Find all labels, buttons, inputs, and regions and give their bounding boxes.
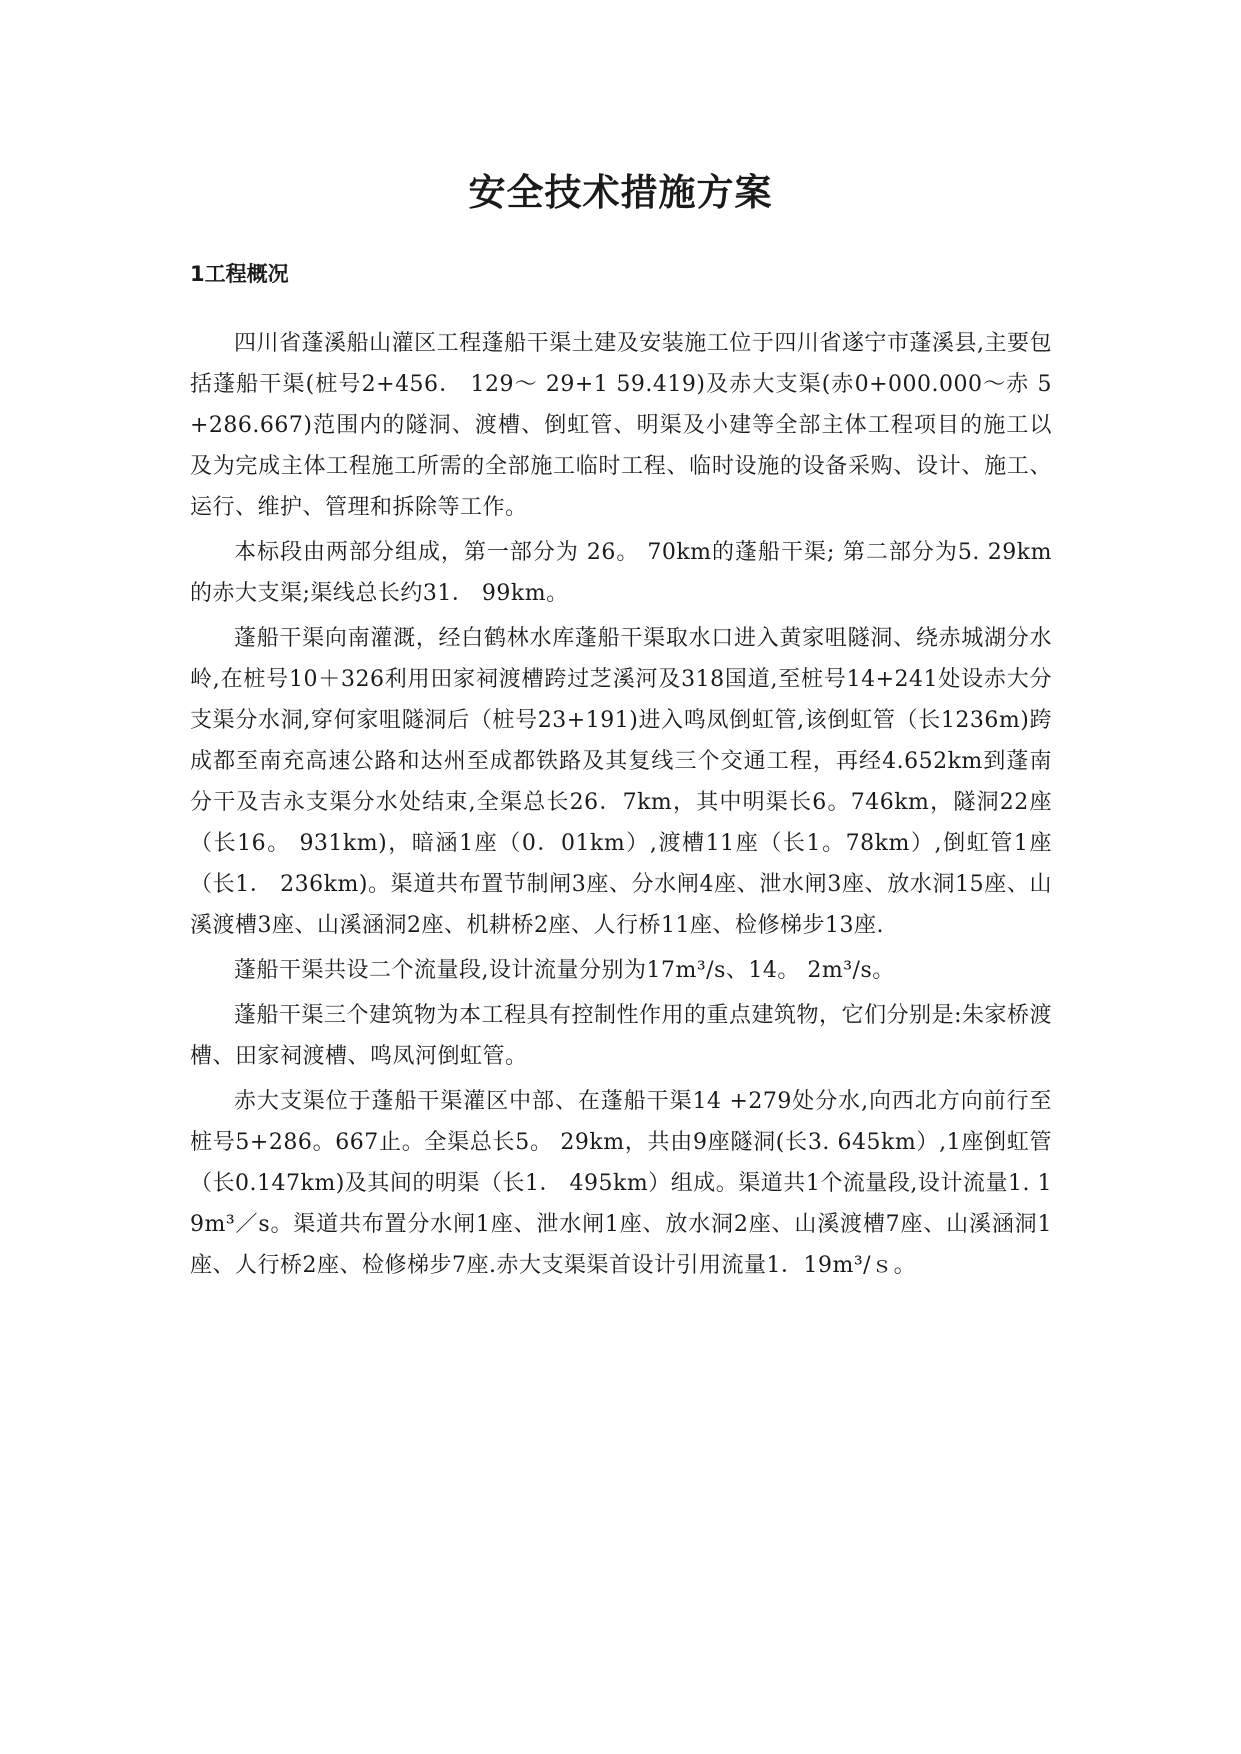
- document-title: 安全技术措施方案: [468, 171, 773, 214]
- section-body: [190, 323, 1052, 1286]
- paragraph-project-location: 四川省蓬溪船山灌区工程蓬船干渠土建及安装施工位于四川省遂宁市蓬溪县,主要包括蓬船干渠(桩号2+456． 129～ 29+1 59.419)及赤大支渠(赤0+000.000～赤 5+286.667)范围内的隧洞、渡槽、倒虹管、明渠及小建等全部主体工程项目的施工以及为完成主体工程施工所需的全部施工临时工程、临时设施的设备采购、设计、施工、运行、维护、管理和拆除等工作。: [190, 331, 1052, 520]
- paragraph-section-composition: 本标段由两部分组成，第一部分为 26。 70km的蓬船干渠; 第二部分为5. 29km的赤大支渠;渠线总长约31． 99km。: [190, 540, 1052, 606]
- paragraph-design-flow: 蓬船干渠共设二个流量段,设计流量分别为17m³/s、14。 2m³/s。: [234, 958, 895, 983]
- paragraph-branch-canal: 赤大支渠位于蓬船干渠灌区中部、在蓬船干渠14 +279处分水,向西北方向前行至桩号5+286。667止。全渠总长5。 29km，共由9座隧洞(长3. 645km）,1座倒虹管（长0.147km)及其间的明渠（长1． 495km）组成。渠道共1个流量段,设计流量1. 19m³／s。渠道共布置分水闸1座、泄水闸1座、放水洞2座、山溪渡槽7座、山溪涵洞1座、人行桥2座、检修梯步7座.赤大支渠渠首设计引用流量1．19m³/ｓ。: [190, 1089, 1052, 1278]
- paragraph-main-canal-route: 蓬船干渠向南灌溉，经白鹤林水库蓬船干渠取水口进入黄家咀隧洞、绕赤城湖分水岭,在桩号10＋326利用田家祠渡槽跨过芝溪河及318国道,至桩号14+241处设赤大分支渠分水洞,穿何家咀隧洞后（桩号23+191)进入鸣凤倒虹管,该倒虹管（长1236m)跨成都至南充高速公路和达州至成都铁路及其复线三个交通工程，再经4.652km到蓬南分干及吉永支渠分水处结束,全渠总长26．7km，其中明渠长6。746km，隧洞22座（长16。 931km)，暗涵1座（0．01km）,渡槽11座（长1。78km）,倒虹管1座（长1． 236km)。渠道共布置节制闸3座、分水闸4座、泄水闸3座、放水洞15座、山溪渡槽3座、山溪涵洞2座、机耕桥2座、人行桥11座、检修梯步13座.: [190, 626, 1052, 938]
- paragraph-key-structures: 蓬船干渠三个建筑物为本工程具有控制性作用的重点建筑物，它们分别是:朱家桥渡槽、田家祠渡槽、鸣凤河倒虹管。: [190, 1003, 1052, 1069]
- section-heading: 1工程概况: [190, 262, 289, 286]
